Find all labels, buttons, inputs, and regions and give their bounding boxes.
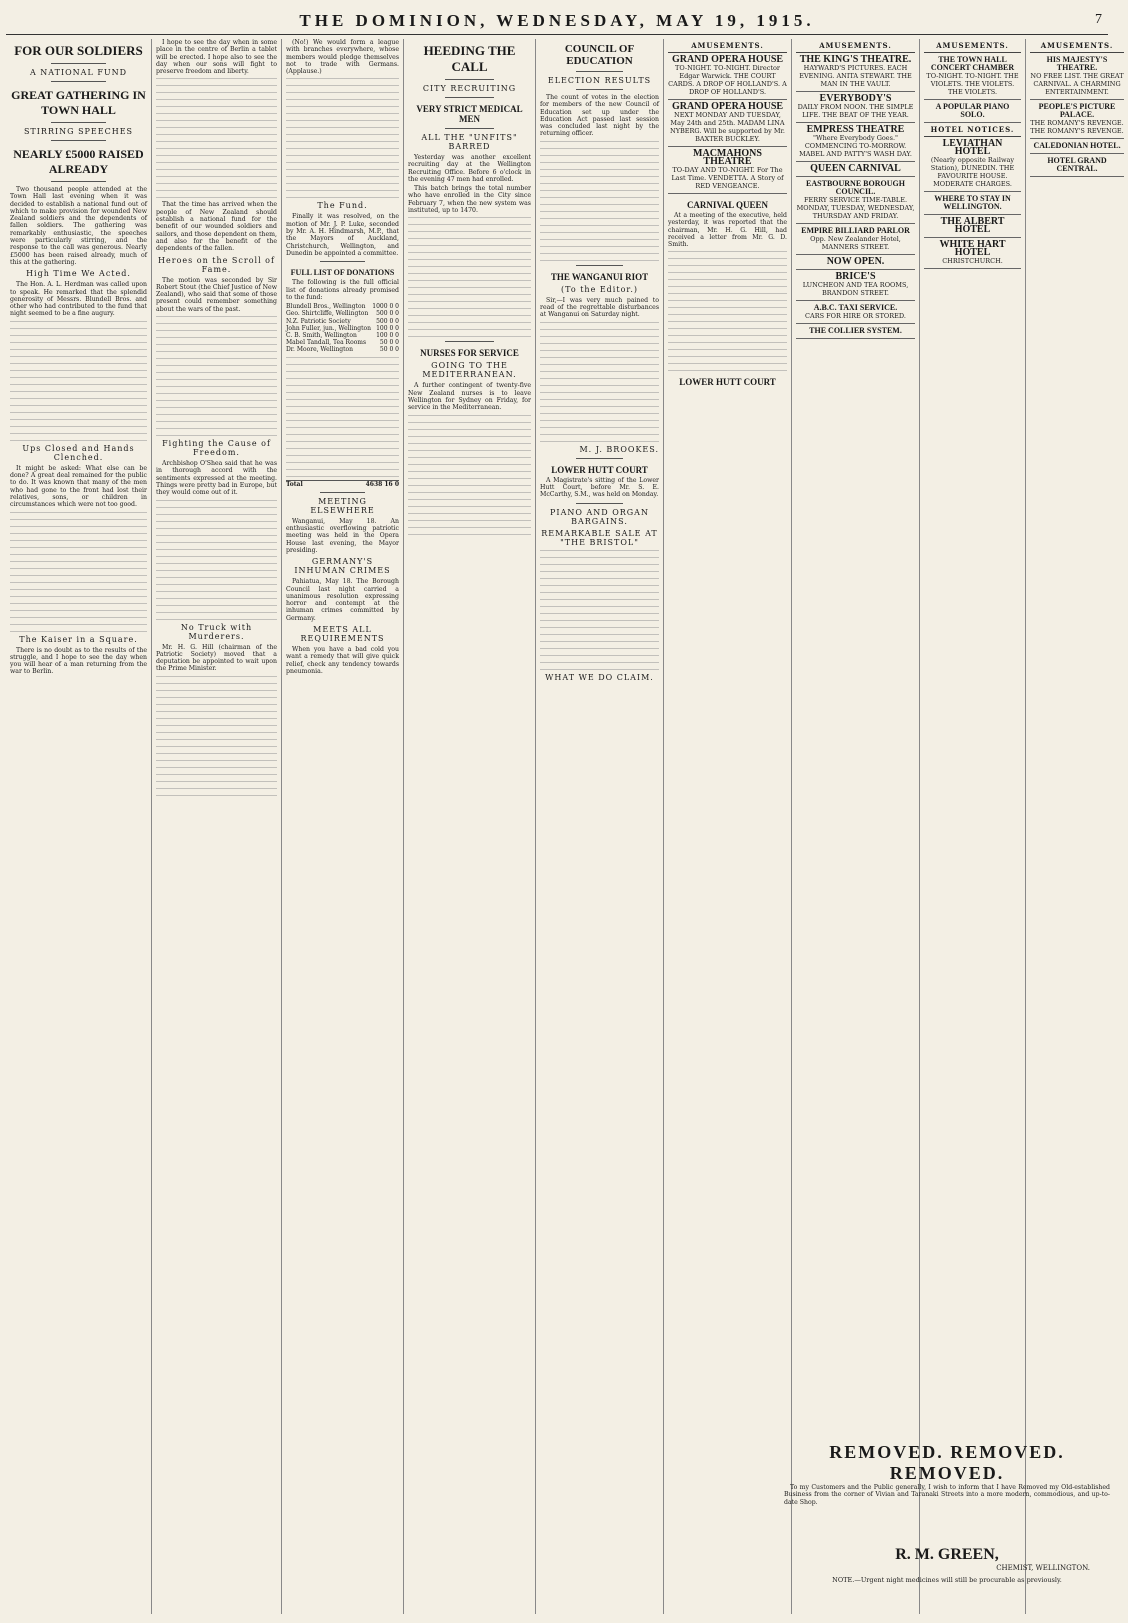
divider	[445, 79, 494, 80]
headline-council: COUNCIL OF EDUCATION	[564, 43, 635, 67]
removed-headline: REMOVED. REMOVED. REMOVED.	[829, 1442, 1065, 1483]
donation-row	[286, 310, 399, 317]
advert-leviathan	[924, 137, 1021, 192]
headline-nurses: NURSES FOR SERVICE	[420, 348, 519, 359]
divider	[576, 503, 624, 504]
advert-title: BRICE'S	[835, 271, 876, 282]
advert-town-hall	[924, 53, 1021, 100]
donations-total-row	[286, 480, 399, 488]
advert-body: (Nearly opposite Railway Station), DUNEDIN. THE FAVOURITE HOUSE. MODERATE CHARGES.	[930, 156, 1015, 188]
advert-title: THE COLLIER SYSTEM.	[809, 326, 902, 335]
column-7	[792, 39, 920, 1614]
advert-now-open	[796, 255, 915, 270]
advert-brices	[796, 270, 915, 301]
subhead-high-time: High Time We Acted.	[26, 269, 131, 279]
removed-note: NOTE.—Urgent night medicines will still be procurable as previously.	[832, 1575, 1062, 1584]
subhead-the-fund: The Fund.	[317, 201, 368, 211]
page-number: 7	[1095, 12, 1102, 27]
article-paragraph: Two thousand people attended at the Town Hall last evening when it was decided to establish a national fund out of which to make provision for wounded New Zealand soldiers and the dependents of fallen soldiers. The gathering was remarkably enthusiastic, the speeches were particularly stirring, and the response to the call was generous. Nearly £5000 has been raised already, much of this at the gathering.	[10, 186, 147, 266]
body-text-filler	[156, 78, 277, 198]
article-paragraph: It might be asked: What else can be done? A great deal remained for the public to do. It was known that many of the men who had gone to the front had lost their relatives, sons, or children in circumstances which were not too good.	[10, 464, 147, 509]
divider	[576, 71, 624, 72]
advert-title: WHITE HART HOTEL	[939, 239, 1006, 258]
subhead-requirements: MEETS ALL REQUIREMENTS	[300, 625, 385, 644]
advert-title: PEOPLE'S PICTURE PALACE.	[1038, 102, 1116, 119]
removed-location: CHEMIST, WELLINGTON.	[996, 1563, 1090, 1572]
donor-name: C. B. Smith, Wellington	[286, 331, 357, 339]
advert-his-majestys	[1030, 53, 1124, 100]
subhead-piano: PIANO AND ORGAN BARGAINS.	[550, 507, 649, 526]
donation-amount: 50 0 0	[379, 346, 399, 354]
column-8	[920, 39, 1026, 1614]
advert-piano-solo	[924, 100, 1021, 123]
advert-title: A.B.C. TAXI SERVICE.	[813, 303, 898, 312]
advert-title: A POPULAR PIANO SOLO.	[935, 102, 1010, 119]
advert-kings-theatre	[796, 53, 915, 92]
divider	[51, 81, 106, 82]
donation-row	[286, 339, 399, 346]
body-text-filler	[540, 322, 659, 442]
advert-macmahons	[668, 147, 787, 194]
advert-body: "Where Everybody Goes." COMMENCING TO-MORROW. MABEL AND PATTY'S WASH DAY.	[799, 134, 912, 158]
advert-title: QUEEN CARNIVAL	[810, 163, 901, 174]
advert-title: HIS MAJESTY'S THEATRE.	[1046, 55, 1108, 72]
advert-body: TO-DAY AND TO-NIGHT. For The Last Time. VENDETTA. A Story of RED VENGEANCE.	[671, 166, 784, 190]
article-paragraph: Pahiatua, May 18. The Borough Council last night carried a unanimous resolution expressing horror and contempt at the inhuman crimes committed by Germany.	[286, 578, 399, 622]
advert-body: HAYWARD'S PICTURES. EACH EVENING. ANITA STEWART. THE MAN IN THE VAULT.	[799, 64, 912, 88]
subhead-editor: (To the Editor.)	[561, 284, 638, 294]
advert-body: NO FREE LIST. THE GREAT CARNIVAL. A CHARMING ENTERTAINMENT.	[1030, 72, 1124, 96]
donor-name: Blundell Bros., Wellington	[286, 303, 366, 311]
column-6	[664, 39, 792, 1614]
body-text-filler	[540, 550, 659, 670]
column-9	[1026, 39, 1128, 1614]
headline-heeding: HEEDING THE CALL	[423, 43, 516, 74]
donations-table	[286, 303, 399, 488]
advert-title: THE KING'S THEATRE.	[799, 54, 912, 65]
advert-opera-house	[668, 53, 787, 100]
advert-title: GRAND OPERA HOUSE	[671, 101, 784, 112]
body-text-filler	[408, 415, 531, 535]
body-text-filler	[286, 357, 399, 477]
total-label: Total	[286, 480, 303, 488]
letter-signature: M. J. BROOKES.	[579, 444, 659, 454]
advert-body: Opp. New Zealander Hotel, MANNERS STREET.	[810, 235, 901, 251]
donor-name: Mabel Tandall, Tea Rooms	[286, 339, 367, 347]
article-paragraph: A further contingent of twenty-five New Zealand nurses is to leave Wellington for Sydney on Friday, for service in the Mediterranean.	[408, 382, 531, 412]
subhead-fund: A NATIONAL FUND	[29, 68, 128, 77]
article-paragraph: Archbishop O'Shea said that he was in thorough accord with the sentiments expressed at the meeting. Things were pretty bad in Europe, but they would come out of it.	[156, 460, 277, 497]
newspaper-title: THE DOMINION, WEDNESDAY, MAY 19, 1915.	[299, 11, 815, 30]
subhead-no-truck: No Truck with Murderers.	[180, 622, 253, 641]
body-text-filler	[10, 321, 147, 441]
article-paragraph: I hope to see the day when in some place in the centre of Berlin a tablet will be erected. I hope also to see the day when our sons will fight to preserve freedom and liberty.	[156, 39, 277, 76]
column-1	[6, 39, 152, 1614]
advert-body: NEXT MONDAY AND TUESDAY, May 24th and 25th. MADAM LINA NYBERG. Will be supported by Mr. BAXTER BUCKLEY.	[670, 111, 785, 143]
subhead-kaiser: The Kaiser in a Square.	[19, 634, 138, 644]
headline-gathering: GREAT GATHERING IN TOWN HALL	[11, 88, 146, 117]
donation-amount: 500 0 0	[376, 317, 399, 325]
total-amount: 4638 16 0	[365, 480, 399, 488]
masthead	[6, 8, 1108, 35]
advert-body: DAILY FROM NOON. THE SIMPLE LIFE. THE BEAT OF THE YEAR.	[797, 103, 914, 119]
subhead-crimes: GERMANY'S INHUMAN CRIMES	[294, 557, 391, 576]
donation-amount: 50 0 0	[379, 339, 399, 347]
removed-body: To my Customers and the Public generally, I wish to inform that I have Removed my Old-established Business from the corner of Vivian and Taranaki Streets into a more modern, commodious, and up-to-date Shop.	[784, 1484, 1110, 1506]
article-paragraph: At a meeting of the executive, held yesterday, it was reported that the chairman, Mr. H. G. Hill, had received a letter from Mr. G. D. Smith.	[668, 212, 787, 249]
advert-where-to-stay	[924, 192, 1021, 215]
column-2	[152, 39, 282, 1614]
donor-name: John Fuller, jun., Wellington	[286, 324, 371, 332]
donation-row	[286, 346, 399, 353]
headline-soldiers: FOR OUR SOLDIERS	[14, 43, 143, 58]
subhead-meeting: MEETING ELSEWHERE	[310, 496, 375, 515]
body-text-filler	[156, 316, 277, 436]
donation-row	[286, 303, 399, 310]
article-paragraph: Yesterday was another excellent recruiting day at the Wellington Recruiting Office. Before 6 o'clock in the evening 47 men had enrolled.	[408, 154, 531, 183]
advert-body: THE ROMANY'S REVENGE. THE ROMANY'S REVENGE.	[1030, 119, 1124, 135]
article-paragraph: The Hon. A. L. Herdman was called upon to speak. He remarked that the splendid generosity of Messrs. Blundell Bros. and other who had contributed to the fund that night seemed to be a fine augury.	[10, 281, 147, 318]
advert-everybodys	[796, 92, 915, 123]
article-paragraph: Mr. H. G. Hill (chairman of the Patriotic Society) moved that a deputation be appointed to wait upon the Prime Minister.	[156, 643, 277, 673]
article-paragraph: There is no doubt as to the results of the struggle, and I hope to see the day when you will hear of a man returning from the war to Berlin.	[10, 646, 147, 676]
advert-removed	[784, 1442, 1110, 1584]
advert-body: TO-NIGHT. TO-NIGHT. THE VIOLETS. THE VIOLETS. THE VIOLETS.	[926, 72, 1019, 96]
headline-riot: THE WANGANUI RIOT	[550, 271, 649, 282]
advert-grand-central	[1030, 154, 1124, 177]
advert-peoples-palace	[1030, 100, 1124, 139]
columns	[6, 39, 1124, 1614]
donor-name: Dr. Moore, Wellington	[286, 346, 354, 354]
subhead-bristol: REMARKABLE SALE AT "THE BRISTOL"	[541, 528, 658, 547]
headline-raised: NEARLY £5000 RAISED ALREADY	[13, 147, 144, 176]
divider	[51, 140, 106, 141]
advert-title: MACMAHONS THEATRE	[693, 148, 762, 167]
divider	[576, 89, 624, 90]
advert-title: GRAND OPERA HOUSE	[671, 54, 784, 65]
body-text-filler	[668, 251, 787, 371]
article-paragraph: Finally it was resolved, on the motion of Mr. J. P. Luke, seconded by Mr. A. H. Hindmarsh, M.P., that the Mayors of Auckland, Christchurch, Wellington, and Dunedin be appointed a committee.	[286, 213, 399, 257]
letter-paragraph: Sir,—I was very much pained to read of the regrettable disturbances at Wanganui on Saturday night.	[540, 296, 659, 319]
advert-title: WHERE TO STAY IN WELLINGTON.	[934, 194, 1011, 211]
advert-white-hart	[924, 238, 1021, 269]
donation-row	[286, 332, 399, 339]
divider	[51, 181, 106, 182]
divider	[320, 492, 365, 493]
section-amusements: AMUSEMENTS.	[924, 39, 1021, 53]
advert-body: LUNCHEON AND TEA ROOMS, BRANDON STREET.	[802, 281, 909, 297]
advert-body: TO-NIGHT. TO-NIGHT. Director Edgar Warwick. THE COURT CARDS. A DROP OF HOLLAND'S. A DROP OF HOLLAND'S.	[668, 64, 787, 96]
section-amusements: AMUSEMENTS.	[796, 39, 915, 53]
advert-title: EASTBOURNE BOROUGH COUNCIL.	[806, 179, 905, 196]
advert-eastbourne	[796, 177, 915, 224]
section-amusements: AMUSEMENTS.	[668, 39, 787, 53]
subhead-lips-closed: Ups Closed and Hands Clenched.	[22, 443, 135, 462]
advert-title: THE ALBERT HOTEL	[940, 216, 1005, 235]
advert-body: CARS FOR HIRE OR STORED.	[805, 312, 906, 320]
divider	[320, 261, 365, 262]
advert-caledonian	[1030, 139, 1124, 154]
donation-amount: 100 0 0	[376, 331, 399, 339]
advert-collier	[796, 324, 915, 339]
subhead-election: ELECTION RESULTS	[547, 76, 652, 85]
subhead-recruiting: CITY RECRUITING	[422, 84, 517, 93]
divider	[445, 97, 494, 98]
advert-title: EMPRESS THEATRE	[806, 124, 905, 135]
subhead-unfits: ALL THE "UNFITS" BARRED	[421, 133, 518, 151]
subhead-freedom: Fighting the Cause of Freedom.	[162, 439, 271, 458]
headline-lower-hutt: LOWER HUTT COURT	[551, 464, 648, 475]
article-paragraph: That the time has arrived when the people of New Zealand should establish a national fund for the benefit of our wounded soldiers and sailors, and those dependent on them, and also for the benefit of the dependents of the fallen.	[156, 201, 277, 253]
donation-amount: 100 0 0	[376, 324, 399, 332]
advert-billiard	[796, 224, 915, 255]
divider	[445, 128, 494, 129]
headline-carnival: CARNIVAL QUEEN	[686, 200, 769, 210]
column-4	[404, 39, 536, 1614]
column-5	[536, 39, 664, 1614]
donor-name: Geo. Shirtcliffe, Wellington	[286, 310, 369, 318]
subhead-mediterranean: GOING TO THE MEDITERRANEAN.	[422, 361, 517, 380]
advert-title: HOTEL GRAND CENTRAL.	[1047, 156, 1107, 173]
advert-body: CHRISTCHURCH.	[942, 257, 1003, 265]
donation-amount: 500 0 0	[376, 310, 399, 318]
column-3	[282, 39, 404, 1614]
headline-medical: VERY STRICT MEDICAL MEN	[416, 104, 523, 124]
section-amusements: AMUSEMENTS.	[1030, 39, 1124, 53]
headline-lower-hutt-2: LOWER HUTT COURT	[679, 377, 776, 388]
section-hotels: HOTEL NOTICES.	[924, 123, 1021, 137]
divider	[51, 63, 106, 64]
article-paragraph: A Magistrate's sitting of the Lower Hutt Court, before Mr. S. E. McCarthy, S.M., was held on Monday.	[540, 476, 659, 499]
donor-name: N.Z. Patriotic Society	[286, 317, 351, 325]
article-paragraph: The count of votes in the election for members of the new Council of Education set up under the Education Act passed last session was concluded last night by the returning officer.	[540, 94, 659, 138]
divider	[445, 341, 494, 342]
body-text-filler	[286, 78, 399, 198]
subhead-speeches: STIRRING SPEECHES	[23, 127, 134, 136]
advert-title: CALEDONIAN HOTEL.	[1033, 141, 1121, 150]
advert-title: EVERYBODY'S	[819, 93, 892, 104]
advert-title: EMPIRE BILLIARD PARLOR	[801, 226, 910, 235]
body-text-filler	[156, 676, 277, 796]
body-text-filler	[408, 217, 531, 337]
subhead-claim: WHAT WE DO CLAIM.	[545, 672, 654, 682]
body-text-filler	[540, 141, 659, 261]
article-paragraph: (No!) We would form a league with branches everywhere, whose members would pledge themselves not to trade with Germans. (Applause.)	[286, 39, 399, 76]
advert-taxi	[796, 301, 915, 324]
subhead-heroes: Heroes on the Scroll of Fame.	[158, 255, 275, 274]
body-text-filler	[156, 500, 277, 620]
removed-signature: R. M. GREEN,	[895, 1545, 999, 1563]
donation-amount: 1000 0 0	[372, 303, 399, 311]
article-paragraph: When you have a bad cold you want a remedy that will give quick relief, check any tendency towards pneumonia.	[286, 646, 399, 675]
advert-albert-hotel	[924, 215, 1021, 238]
divider	[576, 265, 624, 266]
donation-row	[286, 318, 399, 325]
article-paragraph: The motion was seconded by Sir Robert Stout (the Chief Justice of New Zealand), who said that some of those present could remember something about the wars of the past.	[156, 276, 277, 313]
advert-title: LEVIATHAN HOTEL	[942, 138, 1003, 157]
donation-row	[286, 325, 399, 332]
article-paragraph: This batch brings the total number who have enrolled in the City since February 7, when the new system was instituted, up to 1470.	[408, 185, 531, 215]
article-paragraph: Wanganui, May 18. An enthusiastic overflowing patriotic meeting was held in the Opera House last evening, the Mayor presiding.	[286, 517, 399, 554]
advert-opera-house-2	[668, 100, 787, 147]
donations-heading: FULL LIST OF DONATIONS	[290, 268, 395, 278]
divider	[576, 458, 624, 459]
advert-title: THE TOWN HALL CONCERT CHAMBER	[930, 55, 1015, 72]
advert-queen-carnival	[796, 162, 915, 177]
advert-title: NOW OPEN.	[826, 256, 885, 267]
body-text-filler	[10, 512, 147, 632]
advert-body: FERRY SERVICE TIME-TABLE. MONDAY, TUESDAY, WEDNESDAY, THURSDAY AND FRIDAY.	[796, 196, 915, 220]
donations-intro: The following is the full official list of donations already promised to the fund:	[286, 279, 399, 301]
advert-empress	[796, 123, 915, 162]
divider	[51, 122, 106, 123]
